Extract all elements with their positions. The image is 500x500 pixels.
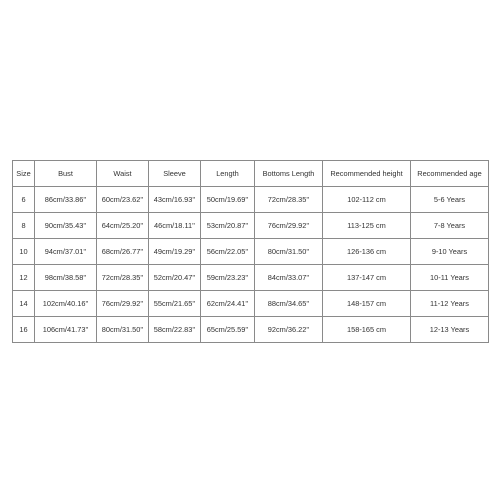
cell-recommended-height: 102-112 cm [323,187,411,213]
cell-bust: 94cm/37.01'' [35,239,97,265]
column-header-recommended-height: Recommended height [323,161,411,187]
table-row [13,291,489,317]
column-header-bust: Bust [35,161,97,187]
cell-recommended-height: 126-136 cm [323,239,411,265]
table-row [13,317,489,343]
cell-bust: 86cm/33.86'' [35,187,97,213]
cell-size: 6 [13,187,35,213]
column-header-recommended-age: Recommended age [411,161,489,187]
cell-recommended-age: 12-13 Years [411,317,489,343]
column-header-bottoms-length: Bottoms Length [255,161,323,187]
table-row [13,213,489,239]
table-header-row [13,161,489,187]
cell-sleeve: 49cm/19.29'' [149,239,201,265]
cell-recommended-age: 7-8 Years [411,213,489,239]
cell-recommended-age: 5-6 Years [411,187,489,213]
cell-length: 50cm/19.69'' [201,187,255,213]
cell-sleeve: 58cm/22.83'' [149,317,201,343]
cell-bottoms-length: 92cm/36.22'' [255,317,323,343]
column-header-waist: Waist [97,161,149,187]
cell-recommended-age: 11-12 Years [411,291,489,317]
cell-length: 65cm/25.59'' [201,317,255,343]
cell-recommended-height: 158-165 cm [323,317,411,343]
cell-waist: 64cm/25.20'' [97,213,149,239]
cell-length: 53cm/20.87'' [201,213,255,239]
table-row [13,239,489,265]
cell-size: 16 [13,317,35,343]
cell-bust: 98cm/38.58'' [35,265,97,291]
cell-waist: 60cm/23.62'' [97,187,149,213]
cell-length: 62cm/24.41'' [201,291,255,317]
cell-length: 59cm/23.23'' [201,265,255,291]
cell-recommended-height: 113-125 cm [323,213,411,239]
cell-size: 10 [13,239,35,265]
column-header-length: Length [201,161,255,187]
cell-sleeve: 52cm/20.47'' [149,265,201,291]
cell-bottoms-length: 76cm/29.92'' [255,213,323,239]
cell-bust: 106cm/41.73'' [35,317,97,343]
size-chart-table [12,160,489,343]
cell-size: 14 [13,291,35,317]
cell-bust: 90cm/35.43'' [35,213,97,239]
cell-waist: 72cm/28.35'' [97,265,149,291]
cell-waist: 80cm/31.50'' [97,317,149,343]
cell-bust: 102cm/40.16'' [35,291,97,317]
column-header-sleeve: Sleeve [149,161,201,187]
cell-sleeve: 46cm/18.11'' [149,213,201,239]
table-row [13,265,489,291]
cell-recommended-age: 9-10 Years [411,239,489,265]
cell-bottoms-length: 80cm/31.50'' [255,239,323,265]
column-header-size: Size [13,161,35,187]
cell-length: 56cm/22.05'' [201,239,255,265]
cell-bottoms-length: 84cm/33.07'' [255,265,323,291]
cell-bottoms-length: 88cm/34.65'' [255,291,323,317]
cell-recommended-age: 10-11 Years [411,265,489,291]
cell-size: 8 [13,213,35,239]
cell-sleeve: 43cm/16.93'' [149,187,201,213]
cell-bottoms-length: 72cm/28.35'' [255,187,323,213]
cell-recommended-height: 148-157 cm [323,291,411,317]
cell-waist: 76cm/29.92'' [97,291,149,317]
cell-size: 12 [13,265,35,291]
cell-waist: 68cm/26.77'' [97,239,149,265]
cell-sleeve: 55cm/21.65'' [149,291,201,317]
table-row [13,187,489,213]
cell-recommended-height: 137-147 cm [323,265,411,291]
